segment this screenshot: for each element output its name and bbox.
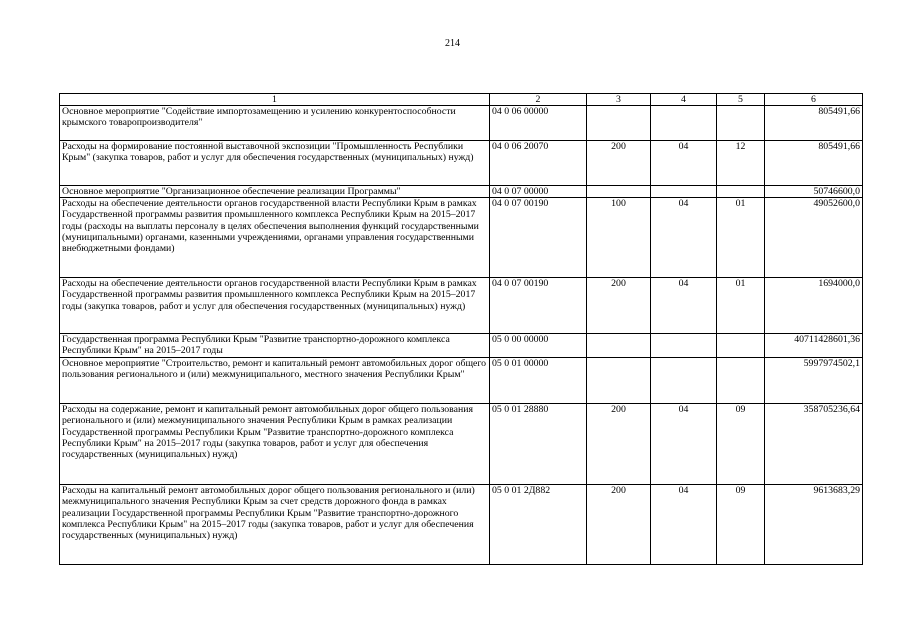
table-row	[60, 404, 863, 485]
row-type-cell: 200	[587, 404, 651, 485]
row-name-cell: Расходы на обеспечение деятельности органов государственной власти Республики Крым в рамках Государственной программы развития промышленного комплекса Республики Крым на 2015–2017 годы (расходы на выплаты персоналу в целях обеспечения выполнения функций государственными (муниципальными) органами, казенными учреждениями, органами управления государственными внебюджетными фондами)	[60, 198, 490, 278]
row-type-cell: 200	[587, 278, 651, 334]
row-name-cell: Основное мероприятие "Строительство, ремонт и капитальный ремонт автомобильных дорог общего пользования регионального и (или) межмуниципального, местного значения Республики Крым"	[60, 358, 490, 404]
row-subsection-cell: 09	[717, 485, 765, 565]
table-row	[60, 334, 863, 358]
row-subsection-cell: 01	[717, 278, 765, 334]
row-section-cell	[651, 106, 717, 141]
row-type-cell	[587, 106, 651, 141]
row-code-cell: 04 0 06 20070	[490, 141, 587, 186]
row-type-cell: 100	[587, 198, 651, 278]
header-row	[60, 94, 863, 106]
row-amount-cell: 50746600,0	[765, 186, 863, 198]
header-cell-1: 1	[60, 94, 490, 106]
header-cell-2: 2	[490, 94, 587, 106]
page-number: 214	[445, 38, 460, 49]
row-subsection-cell	[717, 186, 765, 198]
row-subsection-cell	[717, 106, 765, 141]
table-row	[60, 485, 863, 565]
header-cell-3: 3	[587, 94, 651, 106]
row-name-cell: Основное мероприятие "Содействие импортозамещению и усилению конкурентоспособности крымского товаропроизводителя"	[60, 106, 490, 141]
row-amount-cell: 805491,66	[765, 141, 863, 186]
row-section-cell: 04	[651, 141, 717, 186]
row-amount-cell: 49052600,0	[765, 198, 863, 278]
row-name-cell: Государственная программа Республики Крым "Развитие транспортно-дорожного комплекса Республики Крым" на 2015–2017 годы	[60, 334, 490, 358]
row-code-cell: 04 0 07 00000	[490, 186, 587, 198]
row-subsection-cell	[717, 334, 765, 358]
row-section-cell: 04	[651, 198, 717, 278]
row-type-cell	[587, 334, 651, 358]
row-type-cell: 200	[587, 141, 651, 186]
table-row	[60, 198, 863, 278]
row-name-cell: Расходы на капитальный ремонт автомобильных дорог общего пользования регионального и (или) межмуниципального значения Республики Крым за счет средств дорожного фонда в рамках реализации Государственной программы Республики Крым "Развитие транспортно-дорожного комплекса Республики Крым" на 2015–2017 годы (закупка товаров, работ и услуг для обеспечения государственных (муниципальных) нужд)	[60, 485, 490, 565]
header-cell-6: 6	[765, 94, 863, 106]
row-type-cell	[587, 358, 651, 404]
row-name-cell: Расходы на формирование постоянной выставочной экспозиции "Промышленность Республики Крым" (закупка товаров, работ и услуг для обеспечения государственных (муниципальных) нужд)	[60, 141, 490, 186]
table-row	[60, 141, 863, 186]
row-name-cell: Основное мероприятие "Организационное обеспечение реализации Программы"	[60, 186, 490, 198]
row-section-cell	[651, 186, 717, 198]
row-code-cell: 05 0 01 2Д882	[490, 485, 587, 565]
row-code-cell: 05 0 01 00000	[490, 358, 587, 404]
row-section-cell	[651, 334, 717, 358]
row-amount-cell: 1694000,0	[765, 278, 863, 334]
row-name-cell: Расходы на содержание, ремонт и капитальный ремонт автомобильных дорог общего пользования регионального и (или) межмуниципального значения Республики Крым в рамках реализации Государственной программы Республики Крым "Развитие транспортно-дорожного комплекса Республики Крым" на 2015–2017 годы (закупка товаров, работ и услуг для обеспечения государственных (муниципальных) нужд)	[60, 404, 490, 485]
row-code-cell: 05 0 01 28880	[490, 404, 587, 485]
row-subsection-cell: 12	[717, 141, 765, 186]
row-section-cell: 04	[651, 485, 717, 565]
header-cell-5: 5	[717, 94, 765, 106]
row-amount-cell: 5997974502,1	[765, 358, 863, 404]
row-code-cell: 04 0 06 00000	[490, 106, 587, 141]
row-code-cell: 04 0 07 00190	[490, 198, 587, 278]
row-type-cell: 200	[587, 485, 651, 565]
row-section-cell: 04	[651, 278, 717, 334]
table-row	[60, 186, 863, 198]
table-row	[60, 358, 863, 404]
row-amount-cell: 358705236,64	[765, 404, 863, 485]
row-section-cell	[651, 358, 717, 404]
table-row	[60, 106, 863, 141]
header-cell-4: 4	[651, 94, 717, 106]
row-code-cell: 04 0 07 00190	[490, 278, 587, 334]
table-row	[60, 278, 863, 334]
row-section-cell: 04	[651, 404, 717, 485]
row-amount-cell: 805491,66	[765, 106, 863, 141]
row-subsection-cell: 09	[717, 404, 765, 485]
row-subsection-cell	[717, 358, 765, 404]
row-name-cell: Расходы на обеспечение деятельности органов государственной власти Республики Крым в рамках Государственной программы развития промышленного комплекса Республики Крым на 2015–2017 годы (закупка товаров, работ и услуг для обеспечения государственных (муниципальных) нужд)	[60, 278, 490, 334]
row-code-cell: 05 0 00 00000	[490, 334, 587, 358]
budget-table	[59, 93, 863, 565]
row-amount-cell: 40711428601,36	[765, 334, 863, 358]
row-type-cell	[587, 186, 651, 198]
row-subsection-cell: 01	[717, 198, 765, 278]
row-amount-cell: 9613683,29	[765, 485, 863, 565]
